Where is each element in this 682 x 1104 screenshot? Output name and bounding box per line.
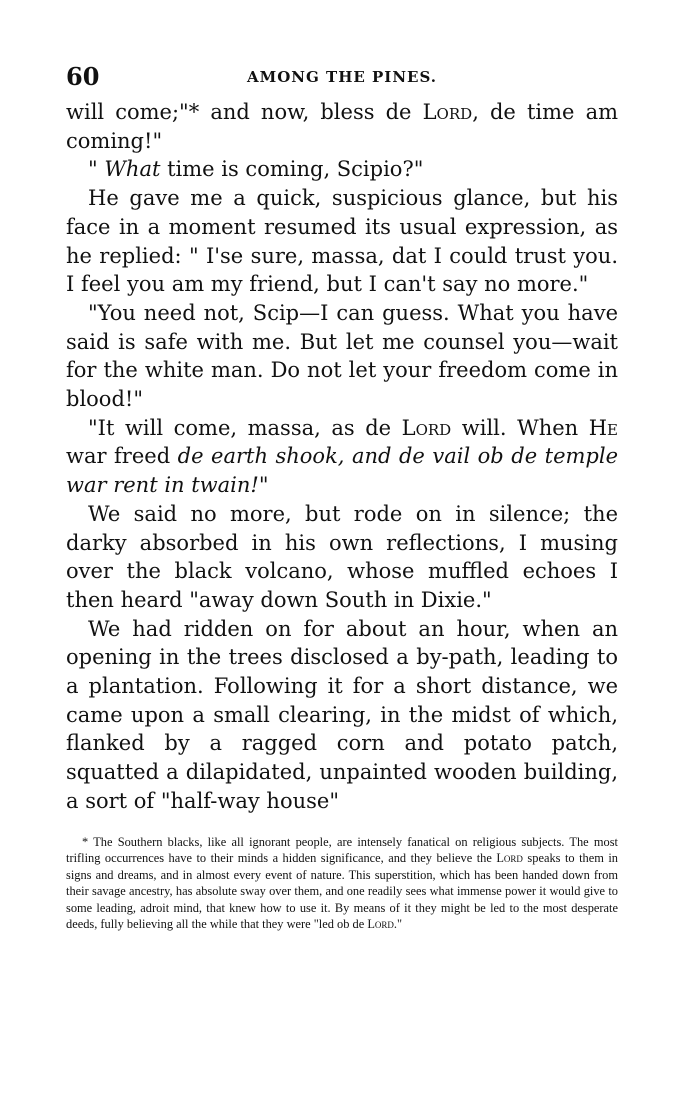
footnote bbox=[66, 834, 618, 933]
main-text bbox=[66, 98, 618, 816]
paragraph-6: We said no more, but rode on in silence; the darky absorbed in his own reflections, I musing over the black volcano, whose muffled echoes I then heard "away down South in Dixie." bbox=[66, 501, 618, 612]
paragraph-4: "You need not, Scip—I can guess. What you have said is safe with me. But let me counsel you—wait for the white man. Do not let your freedom come in blood!" bbox=[66, 300, 618, 412]
paragraph-7: We had ridden on for about an hour, when an opening in the trees disclosed a by-path, leading to a plantation. Following it for a short distance, we came upon a small clearing, in the midst of which, flanked by a ragged corn and potato patch, squatted a dilapidated, unpainted wooden building, a sort of "half-way house" bbox=[66, 616, 618, 813]
paragraph-5: "It will come, massa, as de Lord will. When He war freed de earth shook, and de vail ob de temple war rent in twain!" bbox=[66, 415, 618, 498]
footnote-text: * The Southern blacks, like all ignorant people, are intensely fanatical on religious subjects. The most trifling occurrences have to their minds a hidden significance, and they believe the Lord speaks to them in signs and dreams, and in almost every event of nature. This superstition, which has been handed down from their savage ancestry, has absolute sway over them, and one readily sees what immense power it would give to some leading, adroit mind, that knew how to use it. By means of it they might be led to the most desperate deeds, fully believing all the while that they were "led ob de Lord." bbox=[66, 834, 619, 932]
paragraph-1: will come;"* and now, bless de Lord, de time am coming!" bbox=[66, 100, 618, 153]
page-header bbox=[66, 62, 618, 98]
book-page bbox=[66, 62, 618, 933]
paragraph-2: " What time is coming, Scipio?" bbox=[88, 157, 424, 182]
page-number: 60 bbox=[66, 62, 100, 91]
paragraph-3: He gave me a quick, suspicious glance, but his face in a moment resumed its usual expression, as he replied: " I'se sure, massa, dat I could trust you. I feel you am my friend, but I can't say no more." bbox=[66, 186, 618, 297]
running-head: AMONG THE PINES. bbox=[246, 68, 437, 86]
